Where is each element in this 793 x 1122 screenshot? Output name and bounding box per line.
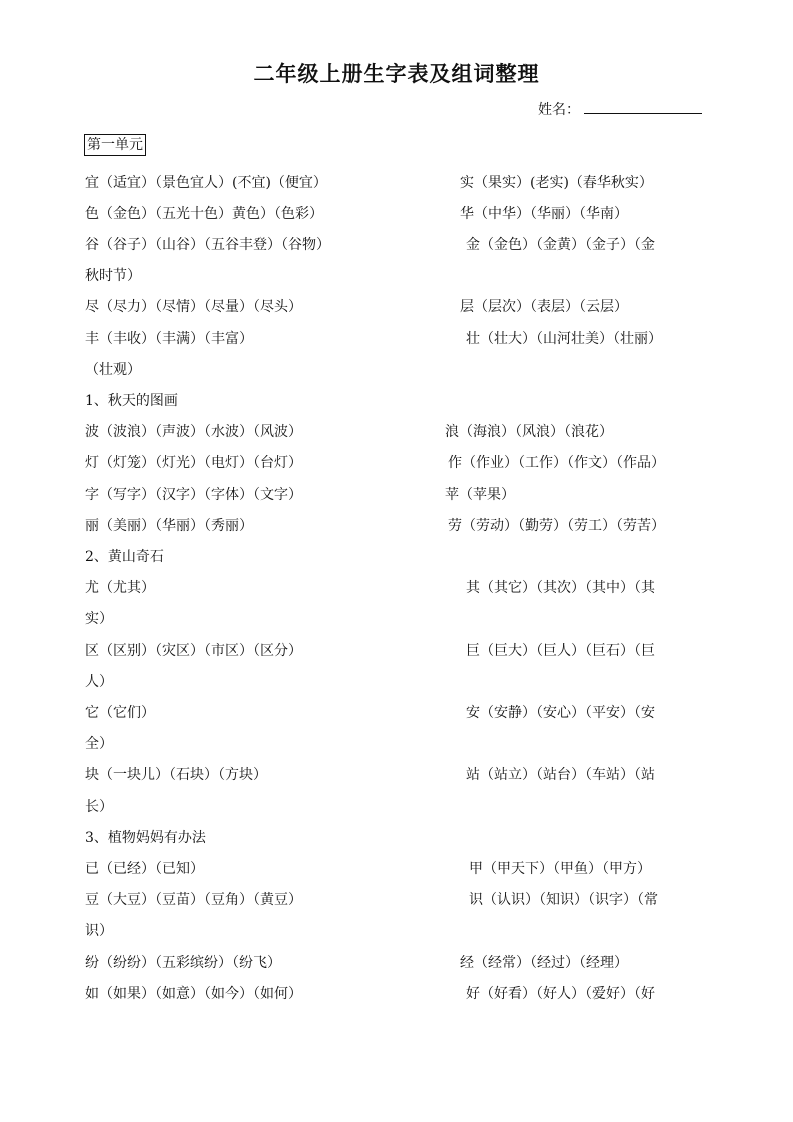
word-entry: 宜（适宜）（景色宜人）(不宜)（便宜）	[85, 175, 327, 191]
word-entry: 豆（大豆）（豆苗）（豆角）（黄豆）	[85, 892, 302, 908]
word-entry: 壮（壮大）（山河壮美）（壮丽）	[466, 331, 662, 347]
word-entry-continued: （壮观）	[85, 362, 141, 378]
word-entry: 其（其它）（其次）（其中）（其	[466, 580, 655, 596]
word-entry: 经（经常）（经过）（经理）	[460, 955, 628, 971]
word-entry: 丽（美丽）（华丽）（秀丽）	[85, 518, 253, 534]
name-blank-line	[584, 99, 702, 114]
lesson-heading: 2、黄山奇石	[85, 549, 164, 565]
word-entry: 谷（谷子）（山谷）（五谷丰登）（谷物）	[85, 237, 330, 253]
word-entry: 色（金色）（五光十色）黄色）（色彩）	[85, 206, 323, 222]
word-entry: 劳（劳动）（勤劳）（劳工）（劳苦）	[448, 518, 665, 534]
word-entry: 丰（丰收）（丰满）（丰富）	[85, 331, 253, 347]
word-entry: 甲（甲天下）（甲鱼）（甲方）	[469, 861, 651, 877]
word-entry: 苹（苹果）	[445, 487, 515, 503]
word-entry: 识（认识）（知识）（识字）（常	[469, 892, 658, 908]
word-entry: 实（果实）(老实)（春华秋实）	[460, 175, 653, 191]
word-entry: 层（层次）（表层）（云层）	[460, 299, 628, 315]
word-entry: 站（站立）（站台）（车站）（站	[466, 767, 655, 783]
word-entry: 巨（巨大）（巨人）（巨石）（巨	[466, 643, 655, 659]
word-entry: 区（区别）（灾区）（市区）（区分）	[85, 643, 302, 659]
name-label: 姓名：	[538, 102, 580, 118]
lesson-heading: 3、植物妈妈有办法	[85, 830, 206, 846]
word-entry: 字（写字）（汉字）（字体）（文字）	[85, 487, 302, 503]
word-entry: 已（已经）（已知）	[85, 861, 204, 877]
word-entry: 好（好看）（好人）（爱好）（好	[466, 986, 655, 1002]
word-entry: 金（金色）（金黄）（金子）（金	[466, 237, 655, 253]
word-entry: 安（安静）（安心）（平安）（安	[466, 705, 655, 721]
word-entry: 纷（纷纷）（五彩缤纷）（纷飞）	[85, 955, 281, 971]
word-entry-continued: 长）	[85, 799, 113, 815]
word-entry: 尤（尤其）	[85, 580, 155, 596]
word-entry: 波（波浪）（声波）（水波）（风波）	[85, 424, 302, 440]
lesson-heading: 1、秋天的图画	[85, 393, 178, 409]
word-entry: 它（它们）	[85, 705, 155, 721]
word-entry: 浪（海浪）（风浪）（浪花）	[445, 424, 613, 440]
word-entry: 尽（尽力）（尽情）（尽量）（尽头）	[85, 299, 302, 315]
page-title: 二年级上册生字表及组词整理	[253, 61, 540, 86]
word-entry: 灯（灯笼）（灯光）（电灯）（台灯）	[85, 455, 302, 471]
word-entry-continued: 实）	[85, 611, 113, 627]
word-entry-continued: 识）	[85, 923, 113, 939]
word-entry: 如（如果）（如意）（如今）（如何）	[85, 986, 302, 1002]
word-entry-continued: 秋时节）	[85, 268, 141, 284]
word-entry: 作（作业）（工作）（作文）（作品）	[448, 455, 665, 471]
word-entry: 块（一块儿）（石块）（方块）	[85, 767, 267, 783]
name-field	[538, 99, 702, 119]
word-entry-continued: 人）	[85, 674, 113, 690]
word-entry-continued: 全）	[85, 736, 113, 752]
word-entry: 华（中华）（华丽）（华南）	[460, 206, 628, 222]
unit-label: 第一单元	[84, 134, 146, 156]
